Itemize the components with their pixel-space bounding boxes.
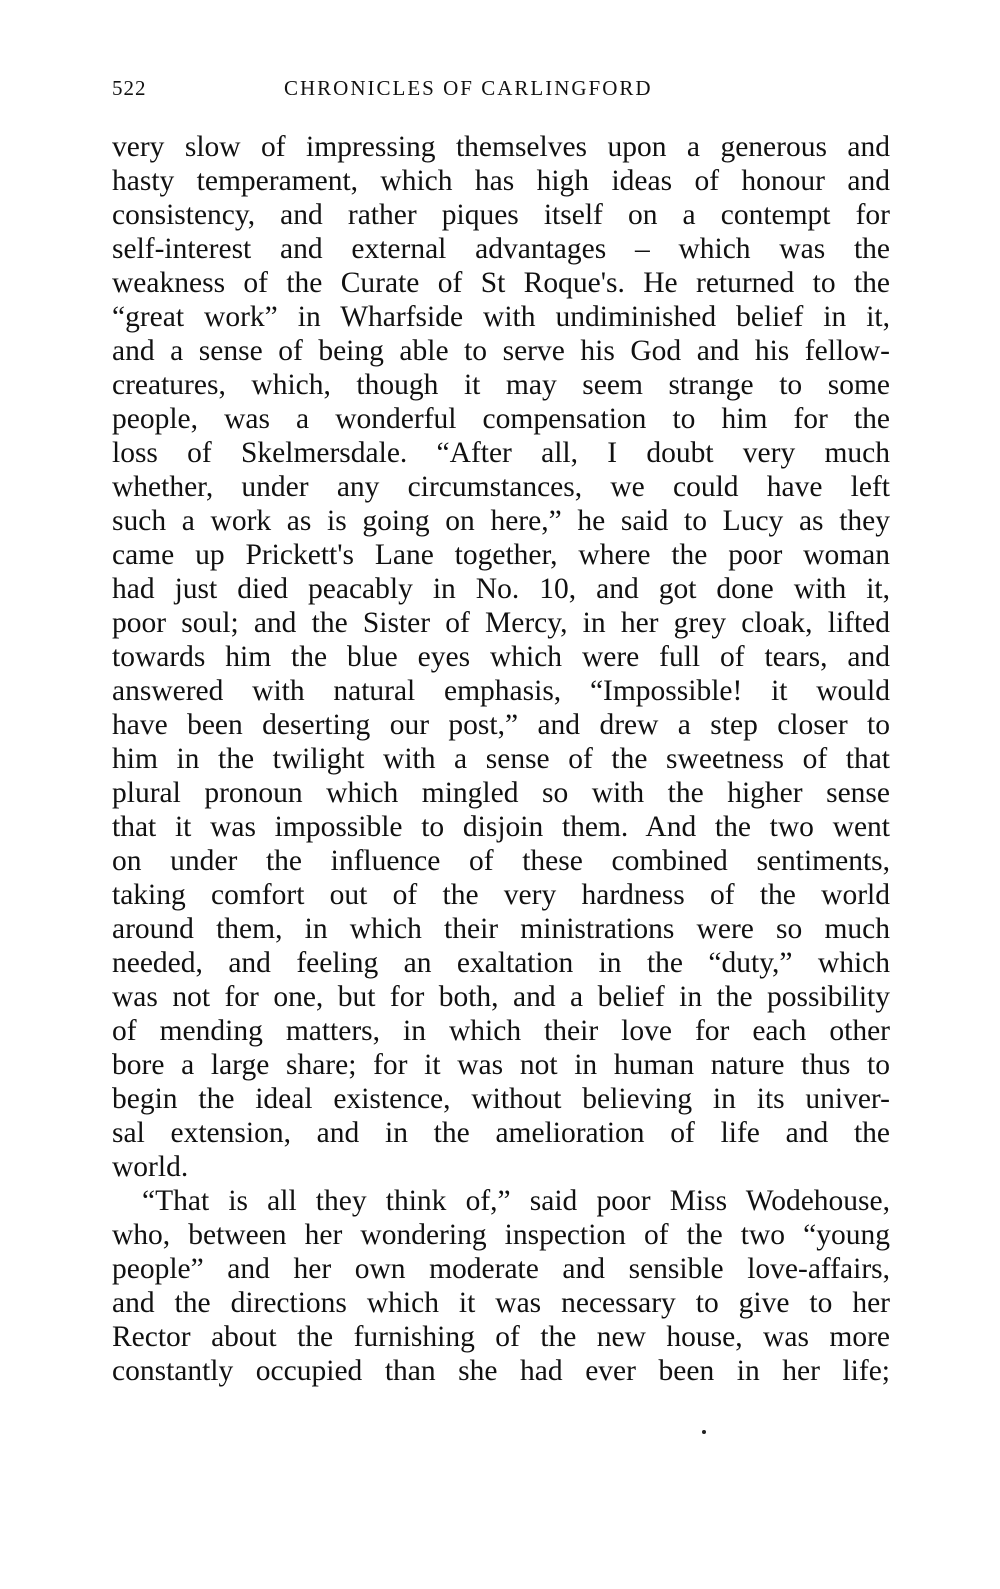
text-line: have been deserting our post,” and drew a step closer to xyxy=(112,709,890,741)
text-line: needed, and feeling an exaltation in the “duty,” which xyxy=(112,947,890,979)
text-line: whether, under any circumstances, we could have left xyxy=(112,471,890,503)
text-line: people, was a wonderful compensation to him for the xyxy=(112,403,890,435)
text-line: self-interest and external advantages – which was the xyxy=(112,233,890,265)
text-line: who, between her wondering inspection of the two “young xyxy=(112,1219,890,1251)
body-text xyxy=(112,130,890,1388)
paragraph xyxy=(112,130,890,1184)
text-line: answered with natural emphasis, “Impossible! it would xyxy=(112,675,890,707)
text-line: had just died peacably in No. 10, and got done with it, xyxy=(112,573,890,605)
text-line: loss of Skelmersdale. “After all, I doubt very much xyxy=(112,437,890,469)
text-line: taking comfort out of the very hardness of the world xyxy=(112,879,890,911)
text-line: world. xyxy=(112,1151,189,1183)
text-line: and the directions which it was necessary to give to her xyxy=(112,1287,890,1319)
text-line: weakness of the Curate of St Roque's. He returned to the xyxy=(112,267,890,299)
text-line: hasty temperament, which has high ideas of honour and xyxy=(112,165,890,197)
text-line: creatures, which, though it may seem strange to some xyxy=(112,369,890,401)
text-line: on under the influence of these combined sentiments, xyxy=(112,845,890,877)
text-line: sal extension, and in the amelioration of life and the xyxy=(112,1117,890,1149)
text-line: consistency, and rather piques itself on a contempt for xyxy=(112,199,890,231)
text-line: “That is all they think of,” said poor Miss Wodehouse, xyxy=(142,1185,890,1217)
print-speck xyxy=(702,1430,706,1434)
text-line: him in the twilight with a sense of the sweetness of that xyxy=(112,743,890,775)
text-line: was not for one, but for both, and a belief in the possibility xyxy=(112,981,890,1013)
text-line: poor soul; and the Sister of Mercy, in her grey cloak, lifted xyxy=(112,607,890,639)
text-line: that it was impossible to disjoin them. And the two went xyxy=(112,811,890,843)
text-line: came up Prickett's Lane together, where the poor woman xyxy=(112,539,890,571)
paragraph xyxy=(112,1184,890,1388)
text-line: of mending matters, in which their love for each other xyxy=(112,1015,890,1047)
text-line: “great work” in Wharfside with undiminished belief in it, xyxy=(112,301,890,333)
text-line: plural pronoun which mingled so with the higher sense xyxy=(112,777,890,809)
text-line: towards him the blue eyes which were full of tears, and xyxy=(112,641,890,673)
page-header xyxy=(112,70,890,106)
running-head: CHRONICLES OF CARLINGFORD xyxy=(284,76,653,100)
text-line: bore a large share; for it was not in human nature thus to xyxy=(112,1049,890,1081)
text-line: around them, in which their ministrations were so much xyxy=(112,913,890,945)
text-line: Rector about the furnishing of the new house, was more xyxy=(112,1321,890,1353)
text-line: very slow of impressing themselves upon a generous and xyxy=(112,131,890,163)
text-line: such a work as is going on here,” he said to Lucy as they xyxy=(112,505,890,537)
text-line: begin the ideal existence, without believing in its univer- xyxy=(112,1083,890,1115)
text-line: constantly occupied than she had ever been in her life; xyxy=(112,1355,890,1387)
text-line: and a sense of being able to serve his God and his fellow- xyxy=(112,335,890,367)
text-line: people” and her own moderate and sensible love-affairs, xyxy=(112,1253,890,1285)
page-number: 522 xyxy=(112,76,147,100)
